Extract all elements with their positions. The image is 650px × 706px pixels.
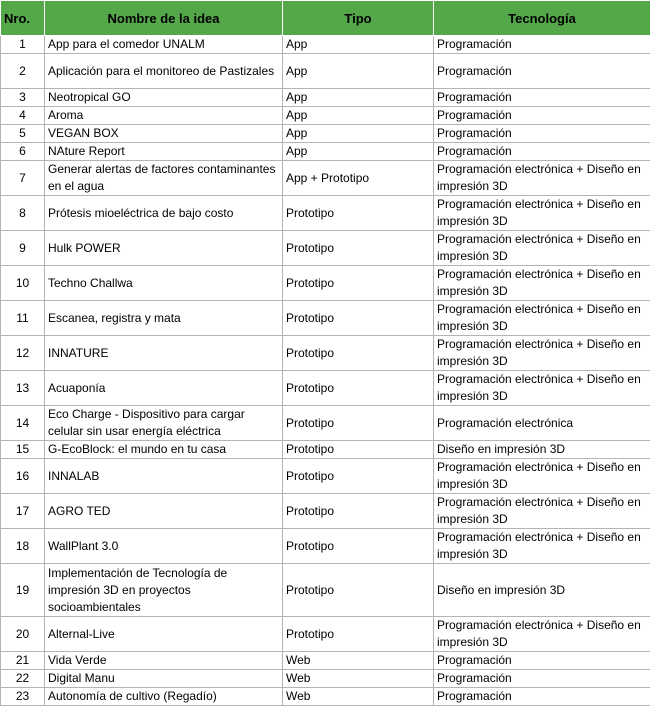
table-body xyxy=(1,36,650,706)
cell-tecnologia: Programación xyxy=(434,36,650,54)
cell-tipo: Prototipo xyxy=(283,459,434,494)
cell-nro: 21 xyxy=(1,652,45,670)
cell-nro: 4 xyxy=(1,107,45,125)
cell-nro: 14 xyxy=(1,406,45,441)
cell-nro: 15 xyxy=(1,441,45,459)
cell-nombre: Aplicación para el monitoreo de Pastizales xyxy=(45,54,283,89)
table-row xyxy=(1,529,650,564)
cell-tecnologia: Programación electrónica + Diseño en impresión 3D xyxy=(434,459,650,494)
cell-nombre: Vida Verde xyxy=(45,652,283,670)
cell-nombre: Hulk POWER xyxy=(45,231,283,266)
cell-tecnologia: Programación electrónica + Diseño en impresión 3D xyxy=(434,529,650,564)
cell-nombre: Generar alertas de factores contaminantes en el agua xyxy=(45,161,283,196)
cell-tipo: Prototipo xyxy=(283,196,434,231)
cell-nombre: Neotropical GO xyxy=(45,89,283,107)
cell-tecnologia: Programación xyxy=(434,670,650,688)
cell-tecnologia: Diseño en impresión 3D xyxy=(434,441,650,459)
cell-tecnologia: Programación xyxy=(434,652,650,670)
cell-tipo: Prototipo xyxy=(283,336,434,371)
cell-nro: 13 xyxy=(1,371,45,406)
table-row xyxy=(1,196,650,231)
cell-nombre: INNALAB xyxy=(45,459,283,494)
cell-nombre: NAture Report xyxy=(45,143,283,161)
cell-nro: 6 xyxy=(1,143,45,161)
cell-nro: 7 xyxy=(1,161,45,196)
cell-nro: 1 xyxy=(1,36,45,54)
cell-tipo: Prototipo xyxy=(283,441,434,459)
cell-tipo: App xyxy=(283,107,434,125)
cell-tecnologia: Programación electrónica + Diseño en impresión 3D xyxy=(434,231,650,266)
table-row xyxy=(1,652,650,670)
table-header xyxy=(1,1,650,36)
cell-nro: 8 xyxy=(1,196,45,231)
cell-tecnologia: Programación electrónica + Diseño en impresión 3D xyxy=(434,494,650,529)
table-row xyxy=(1,494,650,529)
header-nro: Nro. xyxy=(1,1,45,36)
cell-nro: 20 xyxy=(1,617,45,652)
cell-tecnologia: Programación electrónica + Diseño en impresión 3D xyxy=(434,196,650,231)
cell-tipo: Web xyxy=(283,670,434,688)
cell-nombre: Autonomía de cultivo (Regadío) xyxy=(45,688,283,706)
cell-tecnologia: Programación electrónica + Diseño en impresión 3D xyxy=(434,336,650,371)
cell-nro: 10 xyxy=(1,266,45,301)
table-row xyxy=(1,441,650,459)
cell-tecnologia: Programación electrónica xyxy=(434,406,650,441)
cell-nro: 2 xyxy=(1,54,45,89)
cell-tecnologia: Programación xyxy=(434,54,650,89)
cell-tipo: Prototipo xyxy=(283,529,434,564)
header-tipo: Tipo xyxy=(283,1,434,36)
table-row xyxy=(1,266,650,301)
cell-nombre: Implementación de Tecnología de impresión 3D en proyectos socioambientales xyxy=(45,564,283,617)
cell-tecnologia: Programación electrónica + Diseño en impresión 3D xyxy=(434,371,650,406)
cell-tecnologia: Programación xyxy=(434,107,650,125)
table-row xyxy=(1,406,650,441)
cell-nombre: AGRO TED xyxy=(45,494,283,529)
cell-tipo: App + Prototipo xyxy=(283,161,434,196)
table-row xyxy=(1,459,650,494)
cell-nro: 11 xyxy=(1,301,45,336)
table-row xyxy=(1,143,650,161)
cell-nro: 3 xyxy=(1,89,45,107)
cell-tipo: Prototipo xyxy=(283,266,434,301)
cell-tipo: Web xyxy=(283,688,434,706)
cell-nombre: App para el comedor UNALM xyxy=(45,36,283,54)
table-row xyxy=(1,371,650,406)
cell-tipo: App xyxy=(283,143,434,161)
cell-nro: 19 xyxy=(1,564,45,617)
cell-tipo: App xyxy=(283,54,434,89)
cell-nro: 12 xyxy=(1,336,45,371)
table-row xyxy=(1,161,650,196)
table-row xyxy=(1,564,650,617)
cell-nro: 18 xyxy=(1,529,45,564)
table-row xyxy=(1,107,650,125)
cell-nro: 23 xyxy=(1,688,45,706)
table-row xyxy=(1,688,650,706)
cell-tipo: App xyxy=(283,36,434,54)
cell-nombre: Eco Charge - Dispositivo para cargar celular sin usar energía eléctrica xyxy=(45,406,283,441)
cell-tipo: App xyxy=(283,125,434,143)
cell-nombre: Acuaponía xyxy=(45,371,283,406)
table-row xyxy=(1,36,650,54)
cell-tipo: Web xyxy=(283,652,434,670)
cell-nombre: VEGAN BOX xyxy=(45,125,283,143)
table-row xyxy=(1,54,650,89)
cell-tipo: Prototipo xyxy=(283,301,434,336)
cell-nro: 17 xyxy=(1,494,45,529)
cell-nombre: Digital Manu xyxy=(45,670,283,688)
cell-tipo: Prototipo xyxy=(283,617,434,652)
cell-tipo: Prototipo xyxy=(283,564,434,617)
cell-tecnologia: Programación electrónica + Diseño en impresión 3D xyxy=(434,617,650,652)
header-row xyxy=(1,1,650,36)
cell-nombre: Alternal-Live xyxy=(45,617,283,652)
cell-tecnologia: Programación xyxy=(434,89,650,107)
cell-tecnologia: Diseño en impresión 3D xyxy=(434,564,650,617)
table-row xyxy=(1,89,650,107)
cell-tecnologia: Programación electrónica + Diseño en impresión 3D xyxy=(434,266,650,301)
cell-tipo: Prototipo xyxy=(283,494,434,529)
cell-tecnologia: Programación xyxy=(434,688,650,706)
cell-nro: 9 xyxy=(1,231,45,266)
cell-tipo: App xyxy=(283,89,434,107)
table-row xyxy=(1,336,650,371)
table-row xyxy=(1,617,650,652)
cell-tipo: Prototipo xyxy=(283,406,434,441)
cell-nombre: Prótesis mioeléctrica de bajo costo xyxy=(45,196,283,231)
cell-tipo: Prototipo xyxy=(283,231,434,266)
cell-nombre: Techno Challwa xyxy=(45,266,283,301)
cell-tecnologia: Programación xyxy=(434,143,650,161)
table-row xyxy=(1,301,650,336)
header-tecnologia: Tecnología xyxy=(434,1,650,36)
table-row xyxy=(1,125,650,143)
table-row xyxy=(1,231,650,266)
cell-nombre: WallPlant 3.0 xyxy=(45,529,283,564)
cell-nro: 16 xyxy=(1,459,45,494)
cell-tecnologia: Programación electrónica + Diseño en impresión 3D xyxy=(434,301,650,336)
cell-tecnologia: Programación electrónica + Diseño en impresión 3D xyxy=(434,161,650,196)
cell-tipo: Prototipo xyxy=(283,371,434,406)
cell-nro: 5 xyxy=(1,125,45,143)
cell-tecnologia: Programación xyxy=(434,125,650,143)
cell-nombre: INNATURE xyxy=(45,336,283,371)
table-row xyxy=(1,670,650,688)
cell-nombre: G-EcoBlock: el mundo en tu casa xyxy=(45,441,283,459)
cell-nro: 22 xyxy=(1,670,45,688)
cell-nombre: Escanea, registra y mata xyxy=(45,301,283,336)
header-nombre: Nombre de la idea xyxy=(45,1,283,36)
cell-nombre: Aroma xyxy=(45,107,283,125)
